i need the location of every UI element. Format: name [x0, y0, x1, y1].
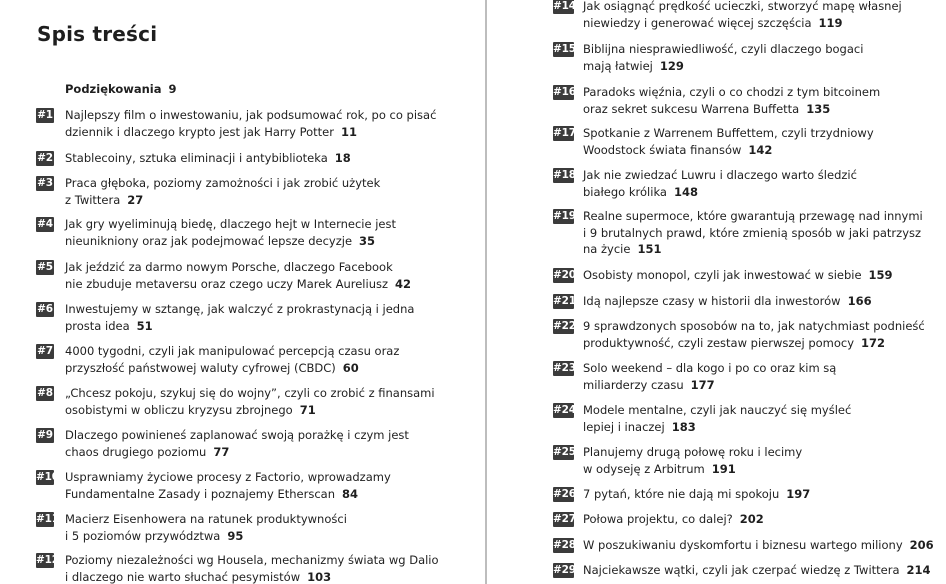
chapter-title — [583, 360, 941, 393]
toc-entry — [553, 125, 941, 158]
chapter-title-line — [583, 486, 941, 503]
page-number: 151 — [637, 242, 662, 256]
toc-entry — [553, 537, 941, 554]
page-number: 60 — [342, 360, 359, 375]
chapter-title-line — [583, 142, 941, 159]
chapter-title-line — [583, 318, 941, 335]
chapter-title — [65, 175, 476, 208]
chapter-title-text: białego królika — [583, 184, 667, 199]
chapter-badge: #3 — [37, 177, 53, 189]
chapter-title-text: Macierz Eisenhowera na ratunek produktywności — [65, 512, 347, 526]
chapter-title-line — [583, 58, 941, 75]
toc-entry — [36, 150, 476, 167]
chapter-badge: #9 — [37, 429, 53, 441]
chapter-title-text: Woodstock świata finansów — [583, 142, 742, 157]
toc-entry — [553, 84, 941, 117]
chapter-title-line — [65, 192, 476, 209]
chapter-title-text: Usprawniamy życiowe procesy z Factorio, wprowadzamy — [65, 470, 391, 484]
chapter-title-text: i 9 brutalnych prawd, które zmienią sposób w jaki patrzysz — [583, 225, 922, 240]
chapter-title — [583, 562, 941, 579]
chapter-title-text: i dlaczego nie warto słuchać pesymistów — [65, 569, 301, 584]
toc-entry — [553, 360, 941, 393]
chapter-badge: #6 — [37, 303, 53, 315]
chapter-title-text: Fundamentalne Zasady i poznajemy Etherscan — [65, 486, 335, 501]
chapter-title — [583, 402, 941, 435]
chapter-title-line — [583, 41, 941, 58]
chapter-title — [583, 0, 941, 31]
page-number: 95 — [227, 528, 244, 543]
toc-entry — [36, 552, 476, 584]
chapter-title-text: Stablecoiny, sztuka eliminacji i antybiblioteka — [65, 151, 328, 165]
page-number: 103 — [307, 569, 332, 584]
chapter-badge: #25 — [553, 446, 576, 458]
page-number: 18 — [334, 151, 351, 165]
chapter-title-text: Idą najlepsze czasy w historii dla inwestorów — [583, 294, 841, 308]
page-number: 159 — [868, 268, 893, 282]
toc-entry — [36, 385, 476, 418]
page-number: 214 — [906, 563, 931, 577]
acknowledgements-entry — [65, 82, 177, 96]
chapter-title — [65, 552, 476, 584]
chapter-title-text: 9 sprawdzonych sposobów na to, jak natychmiast podnieść — [583, 319, 925, 333]
chapter-title-line — [65, 427, 476, 444]
chapter-title-text: dziennik i dlaczego krypto jest jak Harry Potter — [65, 124, 334, 139]
chapter-badge: #7 — [37, 345, 53, 357]
chapter-badge: #18 — [553, 169, 576, 181]
chapter-title — [65, 301, 476, 334]
chapter-badge: #27 — [553, 513, 576, 525]
page-number: 177 — [690, 377, 715, 392]
page-number: 71 — [299, 402, 316, 417]
chapter-title — [65, 511, 476, 544]
toc-entry — [36, 259, 476, 292]
chapter-title — [583, 293, 941, 310]
chapter-title-line — [65, 552, 476, 569]
chapter-badge: #28 — [553, 539, 576, 551]
page-number: 166 — [847, 294, 872, 308]
chapter-title-text: Spotkanie z Warrenem Buffettem, czyli trzydniowy — [583, 126, 874, 140]
chapter-title-line — [583, 167, 941, 184]
toc-entry — [36, 107, 476, 140]
toc-entry — [36, 427, 476, 460]
toc-entry — [36, 343, 476, 376]
book-spine — [485, 0, 487, 584]
chapter-title — [583, 167, 941, 200]
chapter-title-line — [65, 528, 476, 545]
chapter-title-line — [583, 377, 941, 394]
chapter-title-text: Biblijna niesprawiedliwość, czyli dlaczego bogaci — [583, 42, 864, 56]
toc-entry — [553, 444, 941, 477]
chapter-badge: #15 — [553, 43, 576, 55]
page-number: 172 — [861, 335, 886, 350]
page-number: 27 — [127, 192, 144, 207]
chapter-badge: #24 — [553, 404, 576, 416]
chapter-title-line — [583, 402, 941, 419]
chapter-title-text: Realne supermoce, które gwarantują przewagę nad innymi — [583, 209, 923, 223]
toc-entry — [553, 0, 941, 31]
chapter-badge: #8 — [37, 387, 53, 399]
page-number: 197 — [786, 487, 811, 501]
chapter-title — [583, 208, 941, 258]
chapter-title — [65, 469, 476, 502]
chapter-title-line — [583, 537, 941, 554]
chapter-title-text: produktywność, czyli zestaw pierwszej pomocy — [583, 335, 855, 350]
toc-entry — [36, 511, 476, 544]
chapter-title — [65, 259, 476, 292]
page-number: 148 — [673, 184, 698, 199]
chapter-title-line — [583, 335, 941, 352]
chapter-title-text: 4000 tygodni, czyli jak manipulować percepcją czasu oraz — [65, 344, 400, 358]
toc-entry — [36, 216, 476, 249]
chapter-title-text: Jak jeździć za darmo nowym Porsche, dlaczego Facebook — [65, 260, 393, 274]
page-number: 35 — [359, 233, 376, 248]
chapter-title-text: Najciekawsze wątki, czyli jak czerpać wiedzę z Twittera — [583, 563, 900, 577]
chapter-title-line — [583, 360, 941, 377]
acknowledgements-page: 9 — [168, 82, 177, 96]
chapter-title-line — [65, 469, 476, 486]
chapter-title-line — [583, 562, 941, 579]
chapter-title-text: Dlaczego powinieneś zaplanować swoją porażkę i czym jest — [65, 428, 409, 442]
chapter-title-text: W poszukiwaniu dyskomfortu i biznesu wartego miliony — [583, 538, 903, 552]
page-number: 142 — [748, 142, 773, 157]
chapter-badge: #26 — [553, 488, 576, 500]
toc-entry — [553, 267, 941, 284]
chapter-title-text: „Chcesz pokoju, szykuj się do wojny”, czyli co zrobić z finansami — [65, 386, 435, 400]
chapter-title-line — [65, 216, 476, 233]
toc-entry — [553, 402, 941, 435]
page-number: 183 — [671, 419, 696, 434]
chapter-title-text: nie zbuduje metaversu oraz czego uczy Marek Aureliusz — [65, 276, 389, 291]
chapter-title-text: Jak nie zwiedzać Luwru i dlaczego warto śledzić — [583, 168, 857, 182]
chapter-badge: #2 — [37, 152, 53, 164]
chapter-badge: #4 — [37, 218, 53, 230]
chapter-title-text: niewiedzy i generować więcej szczęścia — [583, 15, 812, 30]
chapter-title-line — [583, 444, 941, 461]
chapter-title — [583, 41, 941, 74]
page-number: 191 — [711, 461, 736, 476]
chapter-title-line — [65, 569, 476, 584]
chapter-title-line — [65, 259, 476, 276]
chapter-title-line — [583, 461, 941, 478]
chapter-title — [65, 150, 476, 167]
chapter-badge: #29 — [553, 564, 576, 576]
toc-entry — [36, 301, 476, 334]
chapter-badge: #14 — [553, 0, 576, 12]
chapter-badge: #23 — [553, 362, 576, 374]
chapter-title-line — [65, 486, 476, 503]
page-number: 77 — [213, 444, 230, 459]
page-number: 135 — [806, 101, 831, 116]
chapter-title-line — [65, 360, 476, 377]
chapter-title-text: przyszłość państwowej waluty cyfrowej (CBDC) — [65, 360, 336, 375]
page-number: 119 — [818, 15, 843, 30]
chapter-title-text: 7 pytań, które nie dają mi spokoju — [583, 487, 780, 501]
chapter-title-line — [583, 15, 941, 32]
page-number: 51 — [136, 318, 153, 333]
toc-entry — [553, 511, 941, 528]
chapter-title-text: miliarderzy czasu — [583, 377, 684, 392]
toc-entry — [553, 486, 941, 503]
chapter-title-line — [583, 208, 941, 225]
chapter-title-text: Najlepszy film o inwestowaniu, jak podsumować rok, po co pisać — [65, 108, 437, 122]
chapter-title-line — [583, 84, 941, 101]
page-number: 42 — [395, 276, 412, 291]
toc-entry — [553, 293, 941, 310]
chapter-title — [583, 486, 941, 503]
page-number: 129 — [659, 58, 684, 73]
chapter-title-text: prosta idea — [65, 318, 130, 333]
chapter-title-text: mają łatwiej — [583, 58, 653, 73]
chapter-title — [65, 385, 476, 418]
page-number: 206 — [909, 538, 934, 552]
toc-entry — [36, 175, 476, 208]
chapter-title-line — [583, 293, 941, 310]
chapter-title-line — [65, 175, 476, 192]
chapter-title — [65, 216, 476, 249]
chapter-title-text: lepiej i inaczej — [583, 419, 665, 434]
chapter-title-line — [65, 233, 476, 250]
chapter-badge: #5 — [37, 261, 53, 273]
chapter-title-line — [65, 343, 476, 360]
chapter-title-text: na życie — [583, 242, 631, 256]
chapter-badge: #17 — [553, 127, 576, 139]
chapter-title-line — [65, 124, 476, 141]
chapter-title-text: Inwestujemy w sztangę, jak walczyć z prokrastynacją i jedna — [65, 302, 415, 316]
chapter-title — [65, 427, 476, 460]
chapter-title-line — [583, 184, 941, 201]
chapter-title-text: w odyseję z Arbitrum — [583, 461, 705, 476]
chapter-title — [583, 84, 941, 117]
chapter-title-line — [583, 267, 941, 284]
chapter-title-text: osobistymi w obliczu kryzysu zbrojnego — [65, 402, 293, 417]
toc-entry — [553, 562, 941, 579]
chapter-title-text: Planujemy drugą połowę roku i lecimy — [583, 445, 803, 459]
right-page — [489, 0, 946, 584]
toc-entry — [553, 208, 941, 258]
page-number: 11 — [340, 124, 357, 139]
chapter-badge: #20 — [553, 269, 576, 281]
chapter-title — [65, 343, 476, 376]
chapter-title-text: z Twittera — [65, 192, 121, 207]
chapter-title-line — [65, 318, 476, 335]
chapter-title — [583, 537, 941, 554]
chapter-title-text: Osobisty monopol, czyli jak inwestować w siebie — [583, 268, 862, 282]
chapter-badge: #10 — [36, 471, 59, 483]
chapter-title-text: Solo weekend – dla kogo i po co oraz kim są — [583, 361, 837, 375]
chapter-badge: #22 — [553, 320, 576, 332]
chapter-title-line — [583, 419, 941, 436]
chapter-title-line — [65, 107, 476, 124]
chapter-title-line — [65, 301, 476, 318]
chapter-title — [583, 125, 941, 158]
chapter-title-text: Poziomy niezależności wg Housela, mechanizmy świata wg Dalio — [65, 553, 439, 567]
chapter-badge: #19 — [553, 210, 576, 222]
chapter-title — [65, 107, 476, 140]
chapter-title-text: Paradoks więźnia, czyli o co chodzi z tym bitcoinem — [583, 85, 881, 99]
chapter-title-line — [583, 0, 941, 15]
chapter-title-line — [65, 511, 476, 528]
chapter-title-text: i 5 poziomów przywództwa — [65, 528, 221, 543]
chapter-title-line — [583, 101, 941, 118]
chapter-title-line — [583, 241, 941, 258]
chapter-title-line — [65, 150, 476, 167]
chapter-title-text: oraz sekret sukcesu Warrena Buffetta — [583, 101, 800, 116]
chapter-title — [583, 444, 941, 477]
chapter-title-line — [583, 225, 941, 242]
page-number: 202 — [739, 512, 764, 526]
chapter-title — [583, 511, 941, 528]
chapter-badge: #11 — [36, 513, 59, 525]
chapter-title-line — [65, 444, 476, 461]
chapter-badge: #16 — [553, 86, 576, 98]
chapter-title-text: Połowa projektu, co dalej? — [583, 512, 733, 526]
page-title: Spis treści — [37, 22, 158, 46]
page-number: 84 — [341, 486, 358, 501]
chapter-title-line — [583, 125, 941, 142]
toc-entry — [553, 318, 941, 351]
toc-entry — [553, 41, 941, 74]
chapter-title-text: Jak osiągnąć prędkość ucieczki, stworzyć mapę własnej — [583, 0, 902, 13]
chapter-title-line — [65, 276, 476, 293]
chapter-title-line — [65, 385, 476, 402]
chapter-title-text: Jak gry wyeliminują biedę, dlaczego hejt w Internecie jest — [65, 217, 396, 231]
chapter-title — [583, 267, 941, 284]
toc-entry — [36, 469, 476, 502]
chapter-title-text: nieunikniony oraz jak podejmować lepsze decyzje — [65, 233, 353, 248]
chapter-title — [583, 318, 941, 351]
chapter-badge: #12 — [36, 554, 59, 566]
chapter-badge: #1 — [37, 109, 53, 121]
toc-entry — [553, 167, 941, 200]
acknowledgements-label: Podziękowania — [65, 82, 162, 96]
chapter-title-text: chaos drugiego poziomu — [65, 444, 207, 459]
chapter-title-line — [583, 511, 941, 528]
chapter-title-line — [65, 402, 476, 419]
chapter-badge: #21 — [553, 295, 576, 307]
chapter-title-text: Praca głęboka, poziomy zamożności i jak zrobić użytek — [65, 176, 381, 190]
chapter-title-text: Modele mentalne, czyli jak nauczyć się myśleć — [583, 403, 852, 417]
